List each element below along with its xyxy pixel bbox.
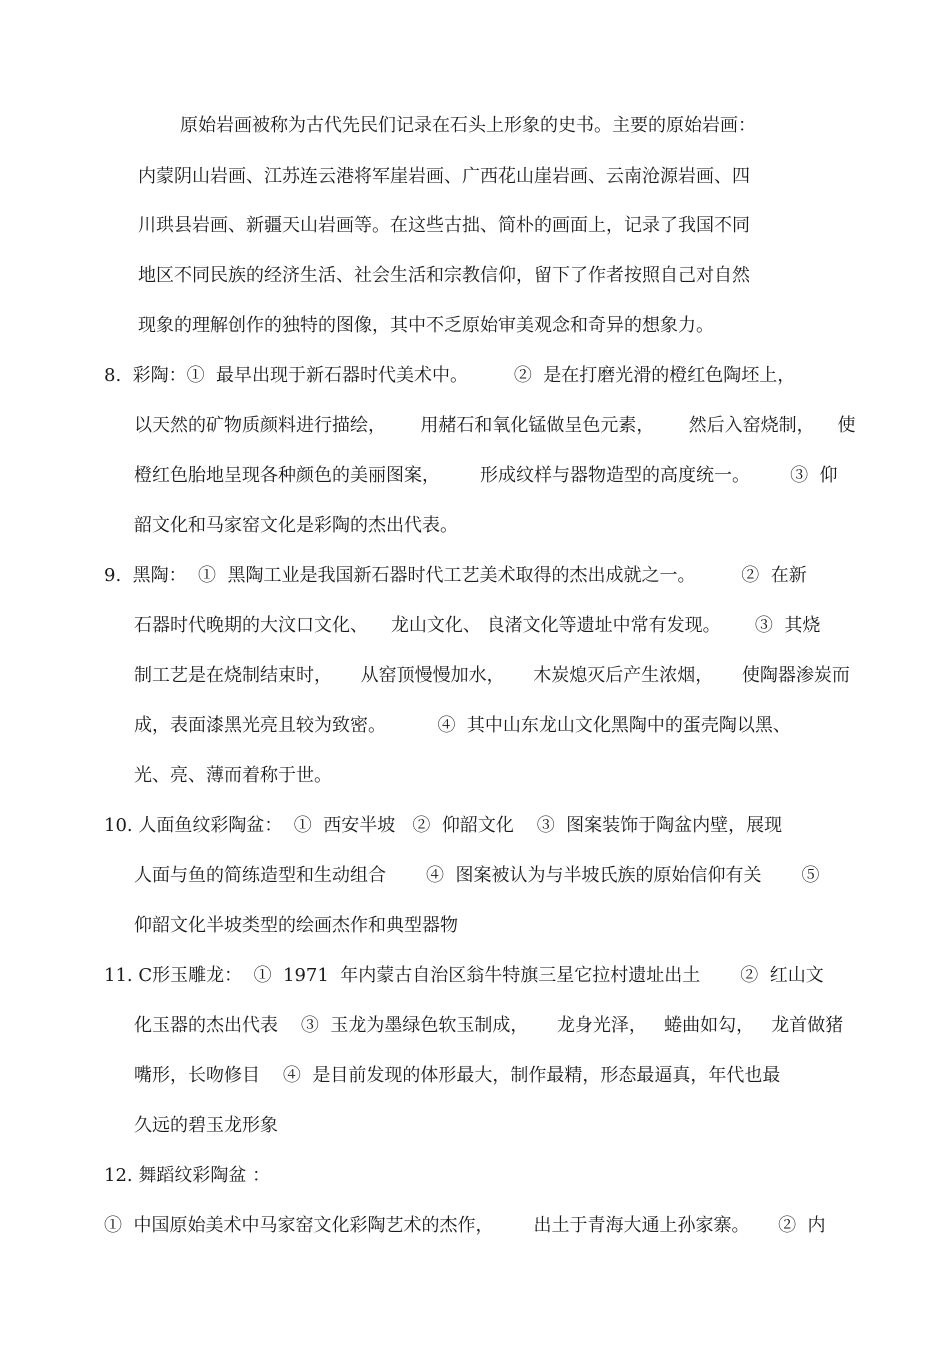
item-heading-10: 10. 人面鱼纹彩陶盆： ① 西安半坡 ② 仰韶文化 ③ 图案装饰于陶盆内壁，展现 <box>104 815 783 836</box>
text-line: 现象的理解创作的独特的图像，其中不乏原始审美观念和奇异的想象力。 <box>138 315 714 336</box>
text-line: 嘴形，长吻修目 ④ 是目前发现的体形最大，制作最精，形态最逼真，年代也最 <box>134 1065 781 1086</box>
text-line: 石器时代晚期的大汶口文化、 龙山文化、 良渚文化等遗址中常有发现。 ③ 其烧 <box>134 615 821 636</box>
text-line: ① 中国原始美术中马家窑文化彩陶艺术的杰作， 出土于青海大通上孙家寨。 ② 内 <box>104 1215 826 1236</box>
text-line: 韶文化和马家窑文化是彩陶的杰出代表。 <box>134 515 458 536</box>
item-heading-11: 11. C形玉雕龙： ① 1971 年内蒙古自治区翁牛特旗三星它拉村遗址出土 ② 红山文 <box>104 965 824 986</box>
text-line: 橙红色胎地呈现各种颜色的美丽图案， 形成纹样与器物造型的高度统一。 ③ 仰 <box>134 465 838 486</box>
text-line: 地区不同民族的经济生活、社会生活和宗教信仰，留下了作者按照自己对自然 <box>138 265 750 286</box>
text-line: 仰韶文化半坡类型的绘画杰作和典型器物 <box>134 915 458 936</box>
item-heading-12: 12. 舞蹈纹彩陶盆 ： <box>104 1165 271 1186</box>
text-line: 久远的碧玉龙形象 <box>134 1115 278 1136</box>
text-line: 以天然的矿物质颜料进行描绘， 用赭石和氧化锰做呈色元素， 然后入窑烧制， 使 <box>134 415 856 436</box>
item-heading-8: 8. 彩陶：① 最早出现于新石器时代美术中。 ② 是在打磨光滑的橙红色陶坯上， <box>104 365 796 386</box>
text-line: 人面与鱼的简练造型和生动组合 ④ 图案被认为与半坡氏族的原始信仰有关 ⑤ <box>134 865 820 886</box>
text-line: 内蒙阴山岩画、江苏连云港将军崖岩画、广西花山崖岩画、云南沧源岩画、四 <box>138 166 750 187</box>
text-line: 川珙县岩画、新疆天山岩画等。在这些古拙、简朴的画面上，记录了我国不同 <box>138 215 750 236</box>
text-line: 光、亮、薄而着称于世。 <box>134 765 332 786</box>
text-line: 成，表面漆黑光亮且较为致密。 ④ 其中山东龙山文化黑陶中的蛋壳陶以黑、 <box>134 715 791 736</box>
item-heading-9: 9. 黑陶： ① 黑陶工业是我国新石器时代工艺美术取得的杰出成就之一。 ② 在新 <box>104 565 807 586</box>
text-line: 化玉器的杰出代表 ③ 玉龙为墨绿色软玉制成， 龙身光泽， 蜷曲如勾， 龙首做猪 <box>134 1015 844 1036</box>
text-line: 制工艺是在烧制结束时， 从窑顶慢慢加水， 木炭熄灭后产生浓烟， 使陶器渗炭而 <box>134 665 850 686</box>
text-line: 原始岩画被称为古代先民们记录在石头上形象的史书。主要的原始岩画： <box>180 115 756 136</box>
